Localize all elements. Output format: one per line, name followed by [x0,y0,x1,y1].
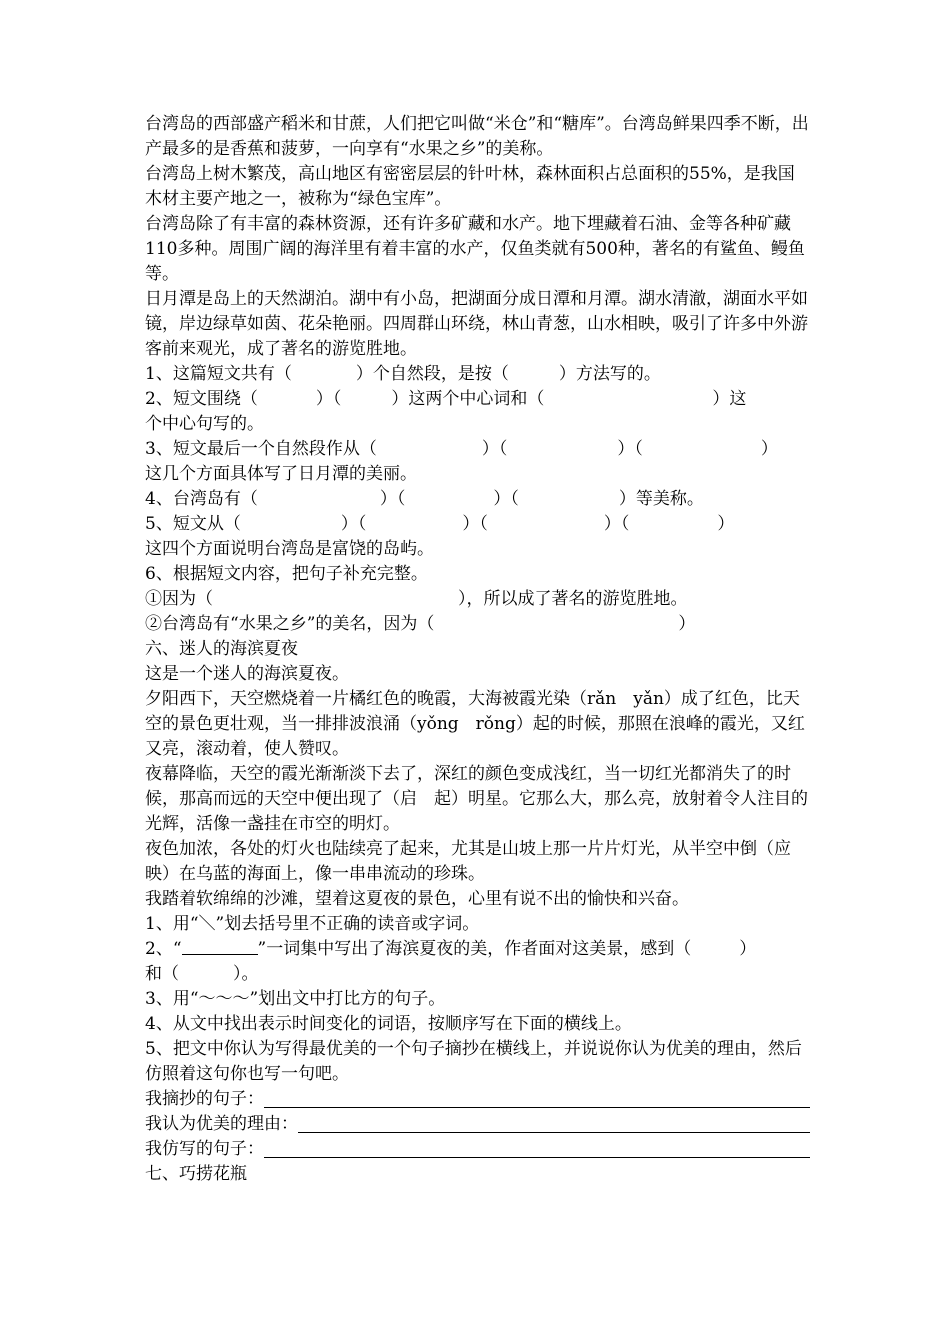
copied-sentence-row [145,1087,810,1112]
section-title: 七、巧捞花瓶 [145,1164,247,1184]
passage-paragraph: 日月潭是岛上的天然湖泊。湖中有小岛，把湖面分成日潭和月潭。湖水清澈，湖面水平如镜，岸边绿草如茵、花朵艳丽。四周群山环绕，林山青葱，山水相映，吸引了许多中外游客前来观光，成了著名的游览胜地。 [145,289,808,359]
question-text: 和（ [145,964,179,984]
question-text: 这四个方面说明台湾岛是富饶的岛屿。 [145,539,434,559]
reason-line[interactable] [298,1132,810,1133]
answer-blank[interactable] [691,937,739,962]
question-text: ）方法写的。 [558,364,661,384]
question-text: ） [717,514,735,534]
question-text: 3、短文最后一个自然段作从（ [145,439,377,459]
question-text: ）（ [462,514,488,534]
question-text: ）（ [493,489,519,509]
answer-blank[interactable] [258,487,380,512]
question-text: ”一词集中写出了海滨夏夜的美，作者面对这美景，感到（ [257,939,692,959]
question-text: ）（ [379,489,406,509]
question-3-cont [145,462,810,487]
row-label: 我认为优美的理由： [145,1114,298,1134]
answer-blank[interactable] [643,437,761,462]
question-text: 个中心句写的。 [145,414,264,434]
question-text: ），所以成了著名的游览胜地。 [458,589,688,609]
passage-paragraph: 这是一个迷人的海滨夏夜。 [145,664,349,684]
answer-blank[interactable] [179,962,233,987]
passage-paragraph: 我踏着软绵绵的沙滩，望着这夏夜的景色，心里有说不出的愉快和兴奋。 [145,889,689,909]
question-4 [145,487,810,512]
row-label: 我仿写的句子： [145,1139,264,1159]
question-text: 6、根据短文内容，把句子补充完整。 [145,564,428,584]
answer-blank[interactable] [488,512,604,537]
question-text: 4、台湾岛有（ [145,489,258,509]
imitation-row [145,1137,810,1162]
question-text: ） [678,614,696,634]
answer-blank[interactable] [544,387,712,412]
question-text: 4、从文中找出表示时间变化的词语，按顺序写在下面的横线上。 [145,1014,632,1034]
answer-blank[interactable] [341,387,391,412]
question-6b [145,612,810,637]
answer-blank[interactable] [366,512,462,537]
passage-paragraph: 台湾岛除了有丰富的森林资源，还有许多矿藏和水产。地下埋藏着石油、金等各种矿藏110多种。周围广阔的海洋里有着丰富的水产，仅鱼类就有500种，著名的有鲨鱼、鳗鱼等。 [145,214,805,284]
passage-paragraph: 台湾岛的西部盛产稻米和甘蔗，人们把它叫做“米仓”和“糖库”。台湾岛鲜果四季不断，出产最多的是香蕉和菠萝，一向享有“水果之乡”的美称。 [145,114,809,159]
question-text: ）（ [340,514,367,534]
passage-paragraph: 夜幕降临，天空的霞光渐渐淡下去了，深红的颜色变成浅红，当一切红光都消失了的时候，那高而远的天空中便出现了（启 起）明星。它那么大，那么亮，放射着令人注目的光辉，活像一盏挂在市空的明灯。 [145,764,808,834]
question-text: ） [739,939,757,959]
question-text: 1、这篇短文共有（ [145,364,292,384]
question-text: ）（ [603,514,630,534]
question-6a [145,587,810,612]
question-5-cont [145,537,810,562]
question-text: 这几个方面具体写了日月潭的美丽。 [145,464,417,484]
question-text: 2、短文围绕（ [145,389,258,409]
question-text: ）这 [712,389,747,409]
question-text: 1、用“＼”划去括号里不正确的读音或字词。 [145,914,480,934]
question-text: ）（ [617,439,643,459]
question-text: 2、“ [145,939,182,959]
passage-paragraph: 夜色加浓，各处的灯火也陆续亮了起来，尤其是山坡上那一片片灯光，从半空中倒（应 映）在乌蓝的海面上，像一串串流动的珍珠。 [145,839,808,884]
question-text: 5、把文中你认为写得最优美的一个句子摘抄在横线上，并说说你认为优美的理由，然后仿照着这句你也写一句吧。 [145,1039,802,1084]
answer-blank[interactable] [507,437,617,462]
answer-underline[interactable] [182,937,258,955]
question-text: ①因为（ [145,589,213,609]
reason-row [145,1112,810,1137]
answer-blank[interactable] [292,362,356,387]
question-text: 3、用“～～～”划出文中打比方的句子。 [145,989,446,1009]
answer-blank[interactable] [213,587,458,612]
answer-blank[interactable] [629,512,717,537]
answer-blank[interactable] [509,362,559,387]
answer-blank[interactable] [258,387,316,412]
question-text: ）（ [481,439,508,459]
copied-sentence-line[interactable] [264,1107,810,1108]
question-s2 [145,937,810,962]
question-1 [145,362,810,387]
passage-paragraph: 台湾岛上树木繁茂，高山地区有密密层层的针叶林，森林面积占总面积的55%，是我国木材主要产地之一，被称为“绿色宝库”。 [145,164,795,209]
question-6 [145,562,810,587]
question-text: ）个自然段，是按（ [355,364,509,384]
imitation-line[interactable] [264,1157,810,1158]
answer-blank[interactable] [241,512,341,537]
question-text: ）（ [315,389,342,409]
section-title: 六、迷人的海滨夏夜 [145,639,298,659]
question-text: ）等美称。 [618,489,704,509]
question-3 [145,437,810,462]
question-2 [145,387,810,412]
question-2-cont [145,412,810,437]
answer-blank[interactable] [434,612,678,637]
question-text: ）这两个中心词和（ [391,389,545,409]
passage-paragraph: 夕阳西下，天空燃烧着一片橘红色的晚霞，大海被霞光染（rǎn yǎn）成了红色，比天空的景色更壮观，当一排排波浪涌（yǒng rǒng）起的时候，那照在浪峰的霞光，又红又亮，滚动着，使人赞叹。 [145,689,805,759]
answer-blank[interactable] [377,437,482,462]
question-text: 5、短文从（ [145,514,241,534]
answer-blank[interactable] [519,487,619,512]
question-text: ） [760,439,778,459]
answer-blank[interactable] [405,487,493,512]
question-text: ②台湾岛有“水果之乡”的美名，因为（ [145,614,435,634]
question-text: ）。 [233,964,259,984]
worksheet-page [145,112,810,1187]
row-label: 我摘抄的句子： [145,1089,264,1109]
question-s2-cont [145,962,810,987]
question-5 [145,512,810,537]
